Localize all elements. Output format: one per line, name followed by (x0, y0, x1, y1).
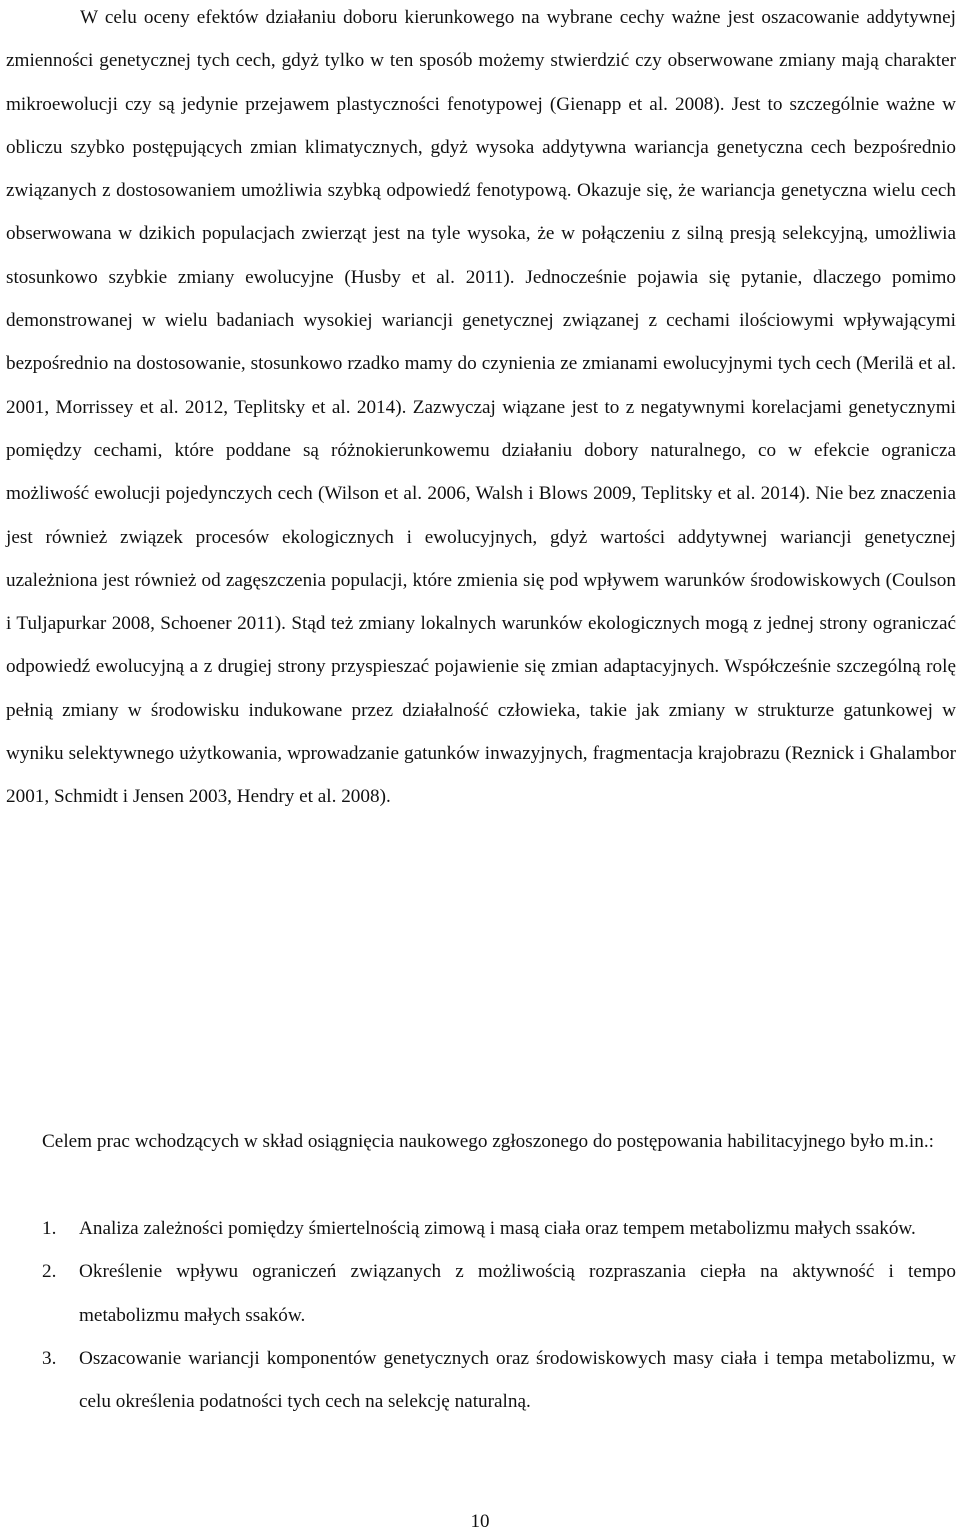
body-paragraph-2: Celem prac wchodzących w skład osiągnięcia naukowego zgłoszonego do postępowania habilitacyjnego było m.in.: (42, 1131, 934, 1152)
goal-number: 3. (42, 1347, 57, 1369)
goal-text: Analiza zależności pomiędzy śmiertelnością zimową i masą ciała oraz tempem metabolizmu małych ssaków. (79, 1218, 916, 1239)
goal-item-3 (6, 1337, 956, 1424)
goal-text: Określenie wpływu ograniczeń związanych z możliwością rozpraszania ciepła na aktywność i tempo metabolizmu małych ssaków. (79, 1261, 956, 1326)
goal-number: 1. (42, 1218, 57, 1239)
goal-item-1 (6, 1207, 956, 1250)
goal-number: 2. (42, 1261, 57, 1283)
goals-list (6, 1207, 956, 1423)
page-number: 10 (470, 1511, 490, 1532)
goal-item-2 (6, 1250, 956, 1337)
goal-text: Oszacowanie wariancji komponentów genetycznych oraz środowiskowych masy ciała i tempa metabolizmu, w celu określenia podatności tych cech na selekcję naturalną. (79, 1347, 956, 1413)
body-paragraph-1: W celu oceny efektów działaniu doboru kierunkowego na wybrane cechy ważne jest oszacowanie addytywnej zmienności genetycznej tych cech, gdyż tylko w ten sposób możemy stwierdzić czy obserwowane zmiany mają charakter mikroewolucji czy są jedynie przejawem plastyczności fenotypowej (Gienapp et al. 2008). Jest to szczególnie ważne w obliczu szybko postępujących zmian klimatycznych, gdyż wysoka addytywna wariancja genetyczna cech bezpośrednio związanych z dostosowaniem umożliwia szybką odpowiedź fenotypową. Okazuje się, że wariancja genetyczna wielu cech obserwowana w dzikich populacjach zwierząt jest na tyle wysoka, że w połączeniu z silną presją selekcyjną, umożliwia stosunkowo szybkie zmiany ewolucyjne (Husby et al. 2011). Jednocześnie pojawia się pytanie, dlaczego pomimo demonstrowanej w wielu badaniach wysokiej wariancji genetycznej związanej z cechami ilościowymi wpływającymi bezpośrednio na dostosowanie, stosunkowo rzadko mamy do czynienia ze zmianami ewolucyjnymi tych cech (Merilä et al. 2001, Morrissey et al. 2012, Teplitsky et al. 2014). Zazwyczaj wiązane jest to z negatywnymi korelacjami genetycznymi pomiędzy cechami, które poddane są różnokierunkowemu działaniu dobory naturalnego, co w efekcie ogranicza możliwość ewolucji pojedynczych cech (Wilson et al. 2006, Walsh i Blows 2009, Teplitsky et al. 2014). Nie bez znaczenia jest również związek procesów ekologicznych i ewolucyjnych, gdyż wartości addytywnej wariancji genetycznej uzależniona jest również od zagęszczenia populacji, które zmienia się pod wpływem warunków środowiskowych (Coulson i Tuljapurkar 2008, Schoener 2011). Stąd też zmiany lokalnych warunków ekologicznych mogą z jednej strony ograniczać odpowiedź ewolucyjną a z drugiej strony przyspieszać pojawienie się zmian adaptacyjnych. Współcześnie szczególną rolę pełnią zmiany w środowisku indukowane przez działalność człowieka, takie jak zmiany w strukturze gatunkowej w wyniku selektywnego użytkowania, wprowadzanie gatunków inwazyjnych, fragmentacja krajobrazu (Reznick i Ghalambor 2001, Schmidt i Jensen 2003, Hendry et al. 2008). (6, 7, 956, 808)
